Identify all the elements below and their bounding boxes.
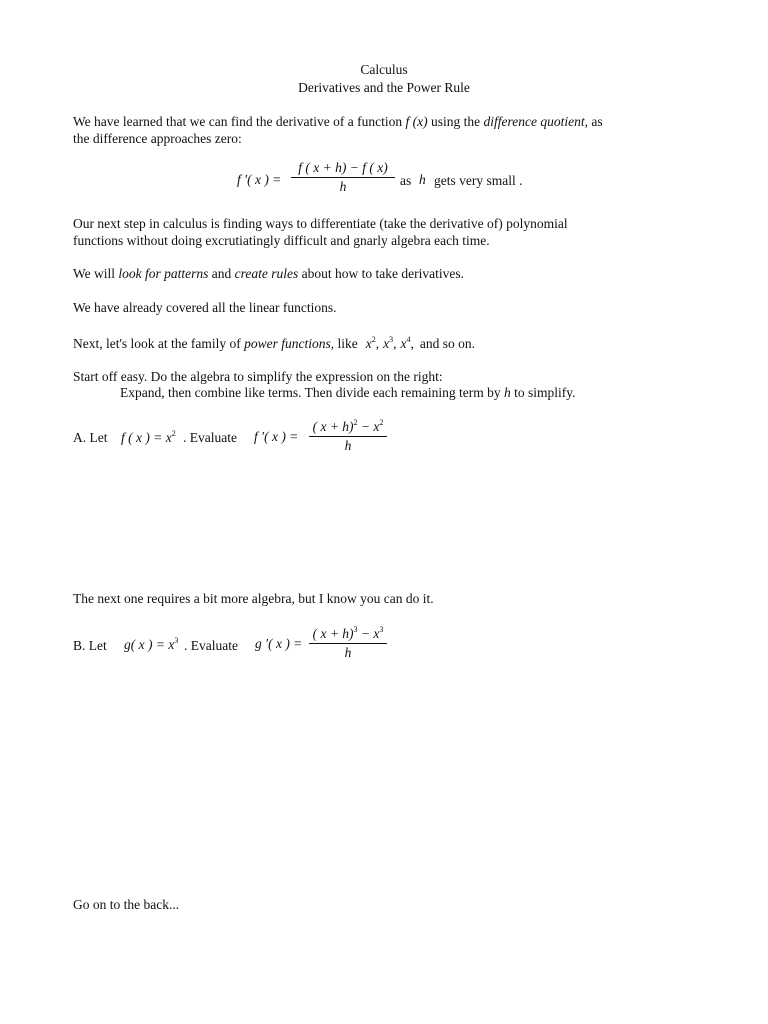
para-5-power-functions: power functions <box>244 336 331 351</box>
intro-fx: f (x) <box>405 114 428 129</box>
intro-difference-quotient: difference quotient <box>483 114 585 129</box>
problem-b-fraction-bar <box>309 643 387 644</box>
para-3 <box>73 266 464 282</box>
page-subtitle: Derivatives and the Power Rule <box>298 80 470 95</box>
para-6-text: Expand, then combine like terms. Then divide each remaining term by <box>120 385 505 400</box>
para-3-text: about how to take derivatives. <box>298 266 464 281</box>
para-3-text: We will <box>73 266 119 281</box>
problem-b-num-exp: 3 <box>353 625 358 634</box>
intro-text: , as <box>584 114 603 129</box>
problem-a-num-exp: 2 <box>353 418 358 427</box>
para-2-line-1: Our next step in calculus is finding ways to differentiate (take the derivative of) polynomial <box>73 216 568 231</box>
power-base: x <box>365 336 372 351</box>
intro-line-1 <box>73 114 603 130</box>
problem-a-denominator: h <box>344 438 352 453</box>
dq-as: as <box>400 173 412 188</box>
power-sep: , <box>393 336 397 351</box>
para-5-text: Next, let's look at the family of <box>73 336 245 351</box>
problem-b-num-base: ( x + h) <box>312 626 354 641</box>
problem-a-lhs: f ′( x ) = <box>254 429 299 444</box>
dq-lhs: f ′( x ) = <box>237 172 282 187</box>
power-x2 <box>366 336 379 351</box>
problem-b-def-text: g( x ) = x <box>124 637 175 652</box>
para-3-look-for-patterns: look for patterns <box>118 266 209 281</box>
problem-a-label: A. Let <box>73 430 108 445</box>
problem-b-numerator <box>309 625 387 642</box>
intro-text: We have learned that we can find the derivative of a function <box>73 114 406 129</box>
para-5-text: and so on. <box>419 336 476 351</box>
problem-b-lhs: g ′( x ) = <box>255 636 303 651</box>
problem-b-label: B. Let <box>73 638 107 653</box>
power-base: x <box>383 336 390 351</box>
problem-b-definition <box>124 636 178 653</box>
para-6-line-2 <box>120 385 576 401</box>
para-4: We have already covered all the linear functions. <box>73 300 337 315</box>
footer-note: Go on to the back... <box>73 897 180 912</box>
answer-space-a[interactable] <box>73 460 693 580</box>
dq-fraction <box>291 160 395 195</box>
problem-a-fraction <box>309 418 387 454</box>
power-exp: 4 <box>406 335 411 344</box>
para-5 <box>73 335 475 352</box>
power-exp: 3 <box>389 335 394 344</box>
problem-b-num-tail-exp: 3 <box>379 625 384 634</box>
para-2-line-2: functions without doing excrutiatingly difficult and gnarly algebra each time. <box>73 233 490 248</box>
problem-a-num-tail: − x <box>357 419 380 434</box>
power-x3 <box>383 336 396 351</box>
dq-denominator: h <box>339 179 347 194</box>
para-3-create-rules: create rules <box>234 266 299 281</box>
problem-b-def-exp: 3 <box>174 636 179 645</box>
problem-a-numerator <box>309 418 387 435</box>
power-sep: , <box>375 336 380 351</box>
intro-text: using the <box>427 114 484 129</box>
para-6-text: to simplify. <box>510 385 576 400</box>
para-6-line-1: Start off easy. Do the algebra to simplify the expression on the right: <box>73 369 443 384</box>
intro-line-2: the difference approaches zero: <box>73 131 242 146</box>
dq-h: h <box>419 172 426 187</box>
para-5-text: , like <box>330 336 358 351</box>
problem-a-fraction-bar <box>309 436 387 437</box>
problem-a-definition <box>121 429 176 446</box>
problem-b-fraction <box>309 625 387 661</box>
power-base: x <box>400 336 407 351</box>
power-x4 <box>401 336 414 351</box>
para-6-h: h <box>504 385 511 400</box>
problem-a-def-text: f ( x ) = x <box>121 430 172 445</box>
problem-b-num-tail: − x <box>357 626 380 641</box>
dq-numerator: f ( x + h) − f ( x) <box>298 160 388 175</box>
para-3-text: and <box>208 266 235 281</box>
problem-a-evaluate: . Evaluate <box>183 430 237 445</box>
problem-a-def-exp: 2 <box>171 429 176 438</box>
problem-a-num-base: ( x + h) <box>312 419 354 434</box>
problem-b-evaluate: . Evaluate <box>184 638 238 653</box>
dq-tail: gets very small . <box>434 173 523 188</box>
problem-a-num-tail-exp: 2 <box>379 418 384 427</box>
problem-b-denominator: h <box>344 645 352 660</box>
answer-space-b[interactable] <box>73 670 693 880</box>
page-title: Calculus <box>360 62 408 77</box>
para-7: The next one requires a bit more algebra, but I know you can do it. <box>73 591 434 606</box>
dq-fraction-bar <box>291 177 395 178</box>
power-sep: , <box>410 336 414 351</box>
power-exp: 2 <box>371 335 376 344</box>
